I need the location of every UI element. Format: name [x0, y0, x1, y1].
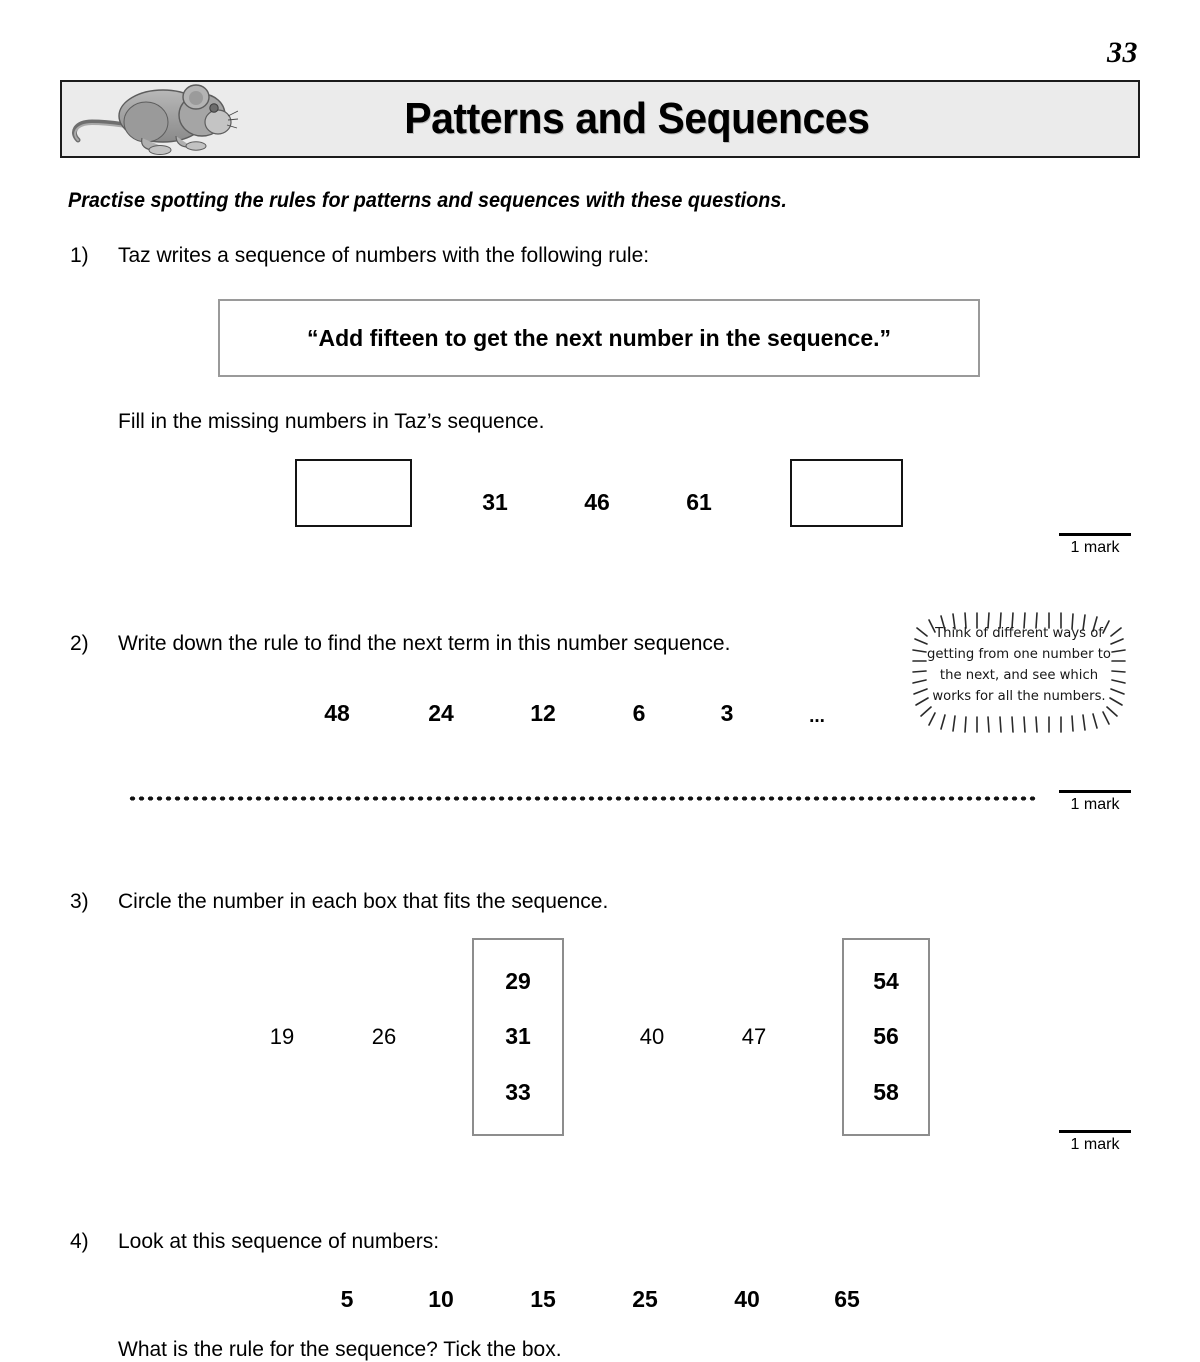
question-3-term-26: 26 — [371, 1024, 397, 1049]
question-3-box1-option-0[interactable]: 29 — [505, 968, 531, 995]
hint-bubble — [903, 606, 1135, 740]
question-4-sequence — [0, 1286, 1200, 1318]
question-2-term-0: 48 — [324, 700, 350, 726]
question-3-box2-option-1[interactable]: 56 — [873, 1023, 899, 1050]
question-4-term-4: 40 — [734, 1286, 760, 1312]
question-1-mark — [1056, 533, 1134, 557]
question-4-term-1: 10 — [428, 1286, 454, 1312]
question-3-mark — [1056, 1130, 1134, 1154]
question-1-rule-text: “Add fifteen to get the next number in the sequence.” — [307, 324, 891, 351]
page-title: Patterns and Sequences — [404, 94, 870, 143]
question-2-term-4: 3 — [720, 700, 734, 726]
header-banner — [60, 80, 1140, 158]
mark-rule-line — [1059, 1130, 1131, 1133]
question-1-number: 1) — [70, 244, 89, 267]
question-4-prompt: Look at this sequence of numbers: — [118, 1230, 440, 1253]
question-3-prompt: Circle the number in each box that fits the sequence. — [118, 890, 609, 913]
question-3-box2-option-0[interactable]: 54 — [873, 968, 899, 995]
question-1-prompt: Taz writes a sequence of numbers with the following rule: — [118, 244, 650, 267]
question-2-term-1: 24 — [428, 700, 454, 726]
question-1-term-2: 46 — [584, 489, 610, 515]
question-3-number: 3) — [70, 890, 89, 913]
question-3-term-19: 19 — [269, 1024, 295, 1049]
question-3-term-47: 47 — [741, 1024, 767, 1049]
question-3-box1-option-1[interactable]: 31 — [505, 1023, 531, 1050]
question-3-box2-option-2[interactable]: 58 — [873, 1078, 899, 1105]
question-2-term-2: 12 — [530, 700, 556, 726]
question-1-term-1: 31 — [482, 489, 508, 515]
question-1-answer-box-last[interactable] — [790, 459, 903, 527]
question-4-term-0: 5 — [340, 1286, 354, 1312]
mark-label: 1 mark — [1070, 796, 1120, 813]
question-4-term-2: 15 — [530, 1286, 556, 1312]
question-3-term-40: 40 — [639, 1024, 665, 1049]
question-1-term-3: 61 — [686, 489, 712, 515]
question-3-box1-option-2[interactable]: 33 — [505, 1078, 531, 1105]
question-4-term-5: 65 — [834, 1286, 860, 1312]
mark-rule-line — [1059, 533, 1131, 536]
question-4-number: 4) — [70, 1230, 89, 1253]
question-2-mark — [1056, 790, 1134, 814]
question-1-sub-prompt: Fill in the missing numbers in Taz’s sequence. — [118, 410, 545, 433]
question-4-term-3: 25 — [632, 1286, 658, 1312]
question-2-ellipsis: ... — [809, 706, 825, 727]
mark-rule-line — [1059, 790, 1131, 793]
question-2-answer-line[interactable] — [128, 795, 1036, 802]
question-1-rule-box — [218, 299, 980, 377]
question-2-number: 2) — [70, 632, 89, 655]
question-1-answer-box-first[interactable] — [295, 459, 412, 527]
question-2-term-3: 6 — [632, 700, 646, 726]
hint-text: Think of different ways of getting from one number to the next, and see which works for all the numbers. — [927, 626, 1111, 704]
question-4-sub-prompt: What is the rule for the sequence? Tick the box. — [118, 1338, 562, 1361]
mark-label: 1 mark — [1070, 539, 1120, 556]
page-number: 33 — [1107, 36, 1138, 69]
mouse-icon — [68, 82, 238, 156]
question-3-choice-box-2[interactable] — [842, 938, 930, 1136]
question-2-prompt: Write down the rule to find the next term in this number sequence. — [118, 632, 731, 655]
question-3-choice-box-1[interactable] — [472, 938, 564, 1136]
intro-text: Practise spotting the rules for patterns and sequences with these questions. — [68, 188, 787, 212]
mark-label: 1 mark — [1070, 1136, 1120, 1153]
